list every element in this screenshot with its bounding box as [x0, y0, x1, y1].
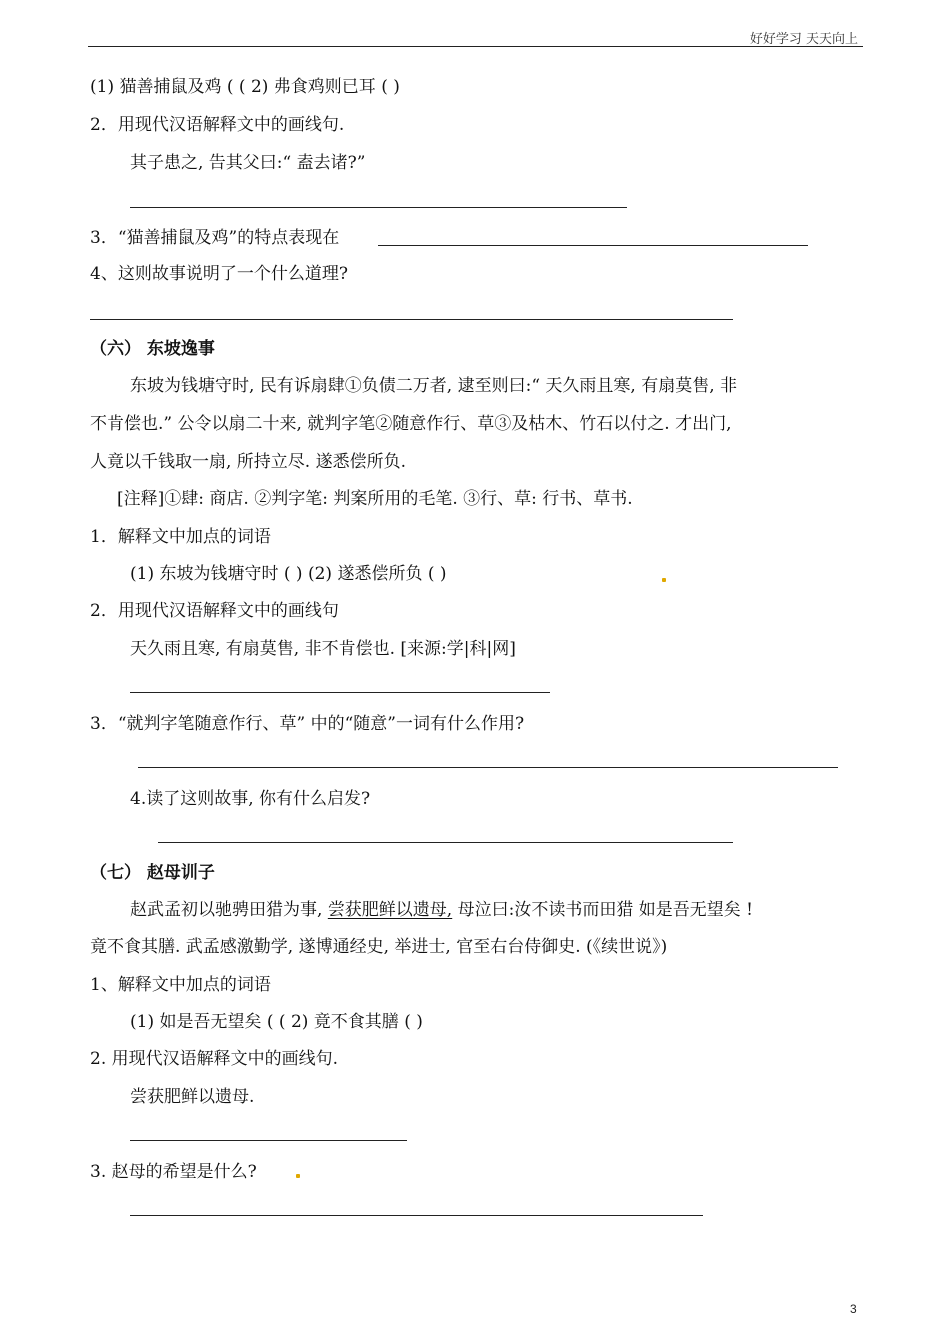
- sec7-text: 赵武孟初以驰骋田猎为事,: [130, 900, 328, 920]
- answer-line[interactable]: [130, 692, 550, 693]
- sec6-q4: 4.读了这则故事, 你有什么启发?: [130, 789, 371, 809]
- answer-line[interactable]: [130, 1215, 703, 1216]
- sec7-title: （七） 赵母训子: [90, 863, 215, 883]
- sec7-passage-line: [130, 899, 753, 921]
- page-number: 3: [850, 1302, 857, 1316]
- sec6-title: （六） 东坡逸事: [90, 339, 215, 359]
- sec6-note: [注释]①肆: 商店. ②判字笔: 判案所用的毛笔. ③行、草: 行书、草书.: [117, 489, 633, 509]
- sec7-passage-line: 竟不食其膳. 武孟感激勤学, 遂博通经史, 举进士, 官至右台侍御史. (《续世说》): [90, 937, 668, 957]
- header-rule: [88, 46, 863, 47]
- answer-line[interactable]: [378, 245, 808, 246]
- sec6-passage-line: 不肯偿也.” 公令以扇二十来, 就判字笔②随意作行、草③及枯木、竹石以付之. 才出门,: [90, 414, 732, 434]
- sec7-underlined-sentence: 尝获肥鲜以遗母,: [327, 900, 453, 920]
- sec6-q1-items: (1) 东坡为钱塘守时 ( ) (2) 遂悉偿所负 ( ): [130, 564, 447, 584]
- header-motto: 好好学习 天天向上: [749, 32, 858, 47]
- sec5-q2-sentence: 其子患之, 告其父曰:“ 盍去诸?”: [130, 153, 366, 173]
- sec5-q1-items: (1) 猫善捕鼠及鸡 ( ( 2) 弗食鸡则已耳 ( ): [90, 77, 400, 97]
- sec6-passage-line: 东坡为钱塘守时, 民有诉扇肆①负债二万者, 逮至则曰:“ 天久雨且寒, 有扇莫售, 非: [130, 376, 738, 396]
- sec7-q1: 1、解释文中加点的词语: [90, 975, 271, 995]
- sec7-text: 母泣曰:汝不读书而田猎 如是吾无望矣 !: [452, 900, 753, 920]
- answer-line[interactable]: [158, 842, 733, 843]
- sec7-q1-items: (1) 如是吾无望矣 ( ( 2) 竟不食其膳 ( ): [130, 1012, 423, 1032]
- stray-mark-dot: [662, 578, 666, 582]
- sec5-q4: 4、这则故事说明了一个什么道理?: [90, 264, 348, 284]
- sec6-q2-sentence: 天久雨且寒, 有扇莫售, 非不肯偿也. [来源:学|科|网]: [130, 639, 516, 659]
- answer-line[interactable]: [130, 207, 627, 208]
- sec6-q2: 2．用现代汉语解释文中的画线句: [90, 601, 339, 621]
- stray-mark-dot: [296, 1174, 300, 1178]
- answer-line[interactable]: [90, 319, 733, 320]
- sec7-q2-sentence: 尝获肥鲜以遗母.: [130, 1087, 255, 1107]
- sec7-q3: 3. 赵母的希望是什么?: [90, 1162, 257, 1182]
- sec5-q3: 3．“猫善捕鼠及鸡”的特点表现在: [90, 228, 340, 248]
- answer-line[interactable]: [130, 1140, 407, 1141]
- answer-line[interactable]: [138, 767, 838, 768]
- sec6-q3: 3．“就判字笔随意作行、草” 中的“随意”一词有什么作用?: [90, 714, 525, 734]
- sec6-passage-line: 人竟以千钱取一扇, 所持立尽. 遂悉偿所负.: [90, 452, 407, 472]
- sec5-q2: 2．用现代汉语解释文中的画线句.: [90, 115, 345, 135]
- sec6-q1: 1．解释文中加点的词语: [90, 527, 271, 547]
- sec7-q2: 2. 用现代汉语解释文中的画线句.: [90, 1049, 339, 1069]
